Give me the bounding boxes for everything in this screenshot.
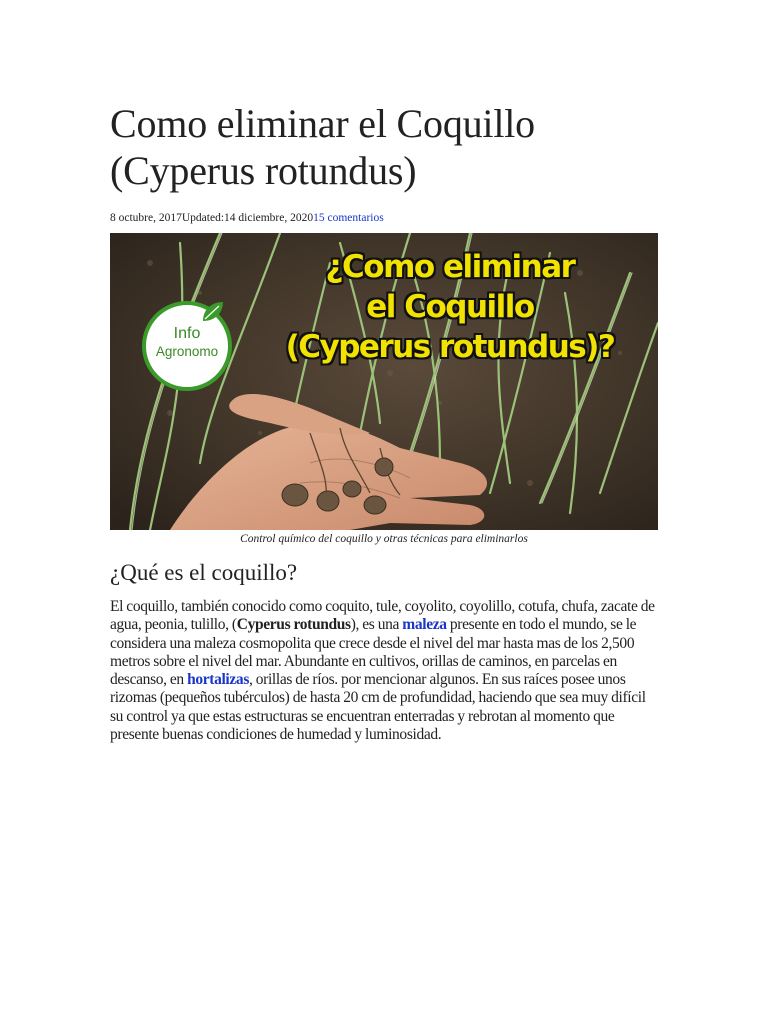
hero-image — [110, 233, 658, 530]
image-caption: Control químico del coquillo y otras técnicas para eliminarlos — [240, 533, 528, 545]
updated-date: 14 diciembre, 2020 — [224, 212, 314, 224]
section-paragraph — [110, 598, 658, 744]
overlay-line-2: el Coquillo — [366, 289, 534, 325]
overlay-line-1: ¿Como eliminar — [325, 249, 575, 285]
title-line-1: Como eliminar el Coquillo — [110, 101, 535, 146]
comments-link[interactable]: 15 comentarios — [313, 212, 384, 224]
para-text-3: presente en todo el mundo, se le considera una maleza cosmopolita que crece desde el nivel del mar hasta mas de los 2,500 metros sobre el nivel del mar. Abundante en cultivos, orillas de caminos, en parcelas en descanso, en — [110, 616, 637, 689]
leaf-icon — [200, 299, 226, 325]
para-text-1: El coquillo, también conocido como coquito, tule, coyolito, coyolillo, cotufa, chufa, zacate de agua, peonia, tulillo, ( — [110, 598, 655, 634]
hortalizas-link[interactable]: hortalizas — [187, 671, 249, 689]
scientific-name: Cyperus rotundus — [236, 616, 351, 634]
badge-line-1: Info — [173, 325, 201, 342]
updated-label: Updated: — [181, 212, 225, 224]
article-meta — [110, 211, 658, 225]
article — [110, 100, 658, 744]
section-heading: ¿Qué es el coquillo? — [110, 560, 298, 585]
overlay-line-3: (Cyperus rotundus)? — [285, 329, 615, 365]
para-text-2: ), es una — [350, 616, 403, 634]
maleza-link[interactable]: maleza — [402, 616, 447, 634]
published-date: 8 octubre, 2017 — [110, 212, 182, 224]
brand-badge — [142, 301, 232, 391]
title-line-2: (Cyperus rotundus) — [110, 148, 417, 193]
para-text-4: , orillas de ríos. por mencionar algunos. En sus raíces posee unos rizomas (pequeños tubérculos) de hasta 20 cm de profundidad, haciendo que sea muy difícil su control ya que estas estructuras se encuentran enterradas y rebrotan al momento que presente buenas condiciones de humedad y luminosidad. — [110, 671, 646, 744]
article-title — [110, 100, 658, 194]
badge-line-2: Agronomo — [155, 344, 219, 359]
hero-overlay-text — [230, 247, 658, 367]
hero-figure — [110, 233, 658, 546]
